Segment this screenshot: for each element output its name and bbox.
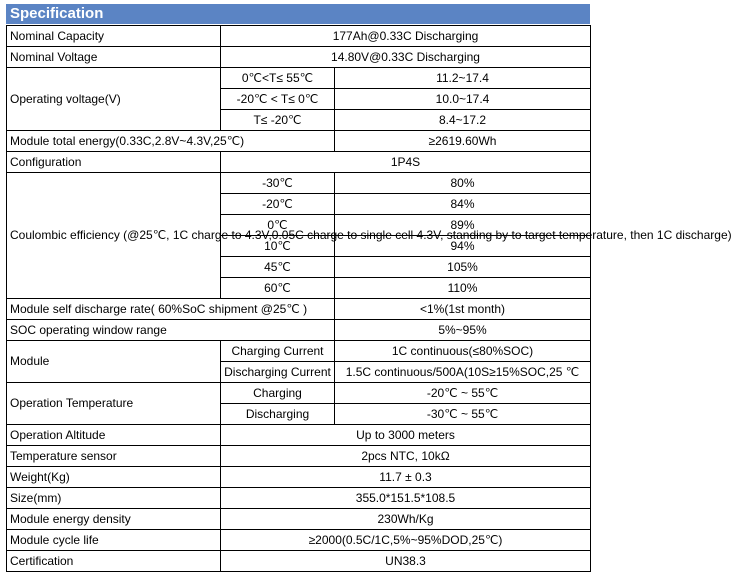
sub-label-cell: Discharging <box>221 404 335 425</box>
row-value: ≥2619.60Wh <box>335 131 591 152</box>
row-value: Up to 3000 meters <box>221 425 591 446</box>
row-label: Coulombic efficiency (@25℃, 1C charge to 4.3V,0.05C charge to single cell 4.3V, standing by to target temperature, then 1C discharge) <box>7 173 221 299</box>
table-row <box>7 383 591 404</box>
spec-title: Specification <box>10 5 104 22</box>
row-value: -20℃ ~ 55℃ <box>335 383 591 404</box>
row-label: Operating voltage(V) <box>7 68 221 131</box>
row-label: Module <box>7 341 221 383</box>
table-row <box>7 509 591 530</box>
table-row <box>7 152 591 173</box>
condition-cell: T≤ -20℃ <box>221 110 335 131</box>
row-value: 89% <box>335 215 591 236</box>
table-row <box>7 131 591 152</box>
row-label: Weight(Kg) <box>7 467 221 488</box>
temperature-cell: 10℃ <box>221 236 335 257</box>
row-label: Module energy density <box>7 509 221 530</box>
table-row <box>7 467 591 488</box>
row-value: 110% <box>335 278 591 299</box>
row-value: 105% <box>335 257 591 278</box>
row-value: 1P4S <box>221 152 591 173</box>
spec-table <box>6 25 732 572</box>
row-value: UN38.3 <box>221 551 591 572</box>
row-value: 11.2~17.4 <box>335 68 591 89</box>
row-value: ≥2000(0.5C/1C,5%~95%DOD,25℃) <box>221 530 591 551</box>
row-label: Configuration <box>7 152 221 173</box>
table-row <box>7 47 591 68</box>
sub-label-cell: Discharging Current <box>221 362 335 383</box>
row-value: 80% <box>335 173 591 194</box>
row-label: Temperature sensor <box>7 446 221 467</box>
row-label: Module self discharge rate( 60%SoC shipment @25℃ ) <box>7 299 335 320</box>
spec-header <box>6 4 590 24</box>
row-label: Nominal Capacity <box>7 26 221 47</box>
sub-label-cell: Charging <box>221 383 335 404</box>
row-value: 94% <box>335 236 591 257</box>
table-row <box>7 446 591 467</box>
row-label: SOC operating window range <box>7 320 335 341</box>
row-label: Certification <box>7 551 221 572</box>
row-label: Nominal Voltage <box>7 47 221 68</box>
row-label: Operation Temperature <box>7 383 221 425</box>
table-row <box>7 530 591 551</box>
row-value: -30℃ ~ 55℃ <box>335 404 591 425</box>
table-row <box>7 299 591 320</box>
row-value: 230Wh/Kg <box>221 509 591 530</box>
temperature-cell: -20℃ <box>221 194 335 215</box>
temperature-cell: 0℃ <box>221 215 335 236</box>
row-value: 1C continuous(≤80%SOC) <box>335 341 591 362</box>
sub-label-cell: Charging Current <box>221 341 335 362</box>
table-row <box>7 173 591 194</box>
row-value: 84% <box>335 194 591 215</box>
row-value: 10.0~17.4 <box>335 89 591 110</box>
row-label: Size(mm) <box>7 488 221 509</box>
row-value: 355.0*151.5*108.5 <box>221 488 591 509</box>
row-value: 2pcs NTC, 10kΩ <box>221 446 591 467</box>
condition-cell: 0℃<T≤ 55℃ <box>221 68 335 89</box>
row-label: Operation Altitude <box>7 425 221 446</box>
row-value: 14.80V@0.33C Discharging <box>221 47 591 68</box>
temperature-cell: 45℃ <box>221 257 335 278</box>
table-row <box>7 26 591 47</box>
temperature-cell: -30℃ <box>221 173 335 194</box>
table-row <box>7 425 591 446</box>
row-value: <1%(1st month) <box>335 299 591 320</box>
table-row <box>7 551 591 572</box>
row-value: 5%~95% <box>335 320 591 341</box>
temperature-cell: 60℃ <box>221 278 335 299</box>
row-label: Module cycle life <box>7 530 221 551</box>
row-label: Module total energy(0.33C,2.8V~4.3V,25℃) <box>7 131 335 152</box>
row-value: 177Ah@0.33C Discharging <box>221 26 591 47</box>
table-row <box>7 488 591 509</box>
table-row <box>7 341 591 362</box>
row-value: 11.7 ± 0.3 <box>221 467 591 488</box>
condition-cell: -20℃ < T≤ 0℃ <box>221 89 335 110</box>
row-value: 1.5C continuous/500A(10S≥15%SOC,25 ℃ <box>335 362 591 383</box>
table-row <box>7 68 591 89</box>
table-row <box>7 320 591 341</box>
row-value: 8.4~17.2 <box>335 110 591 131</box>
